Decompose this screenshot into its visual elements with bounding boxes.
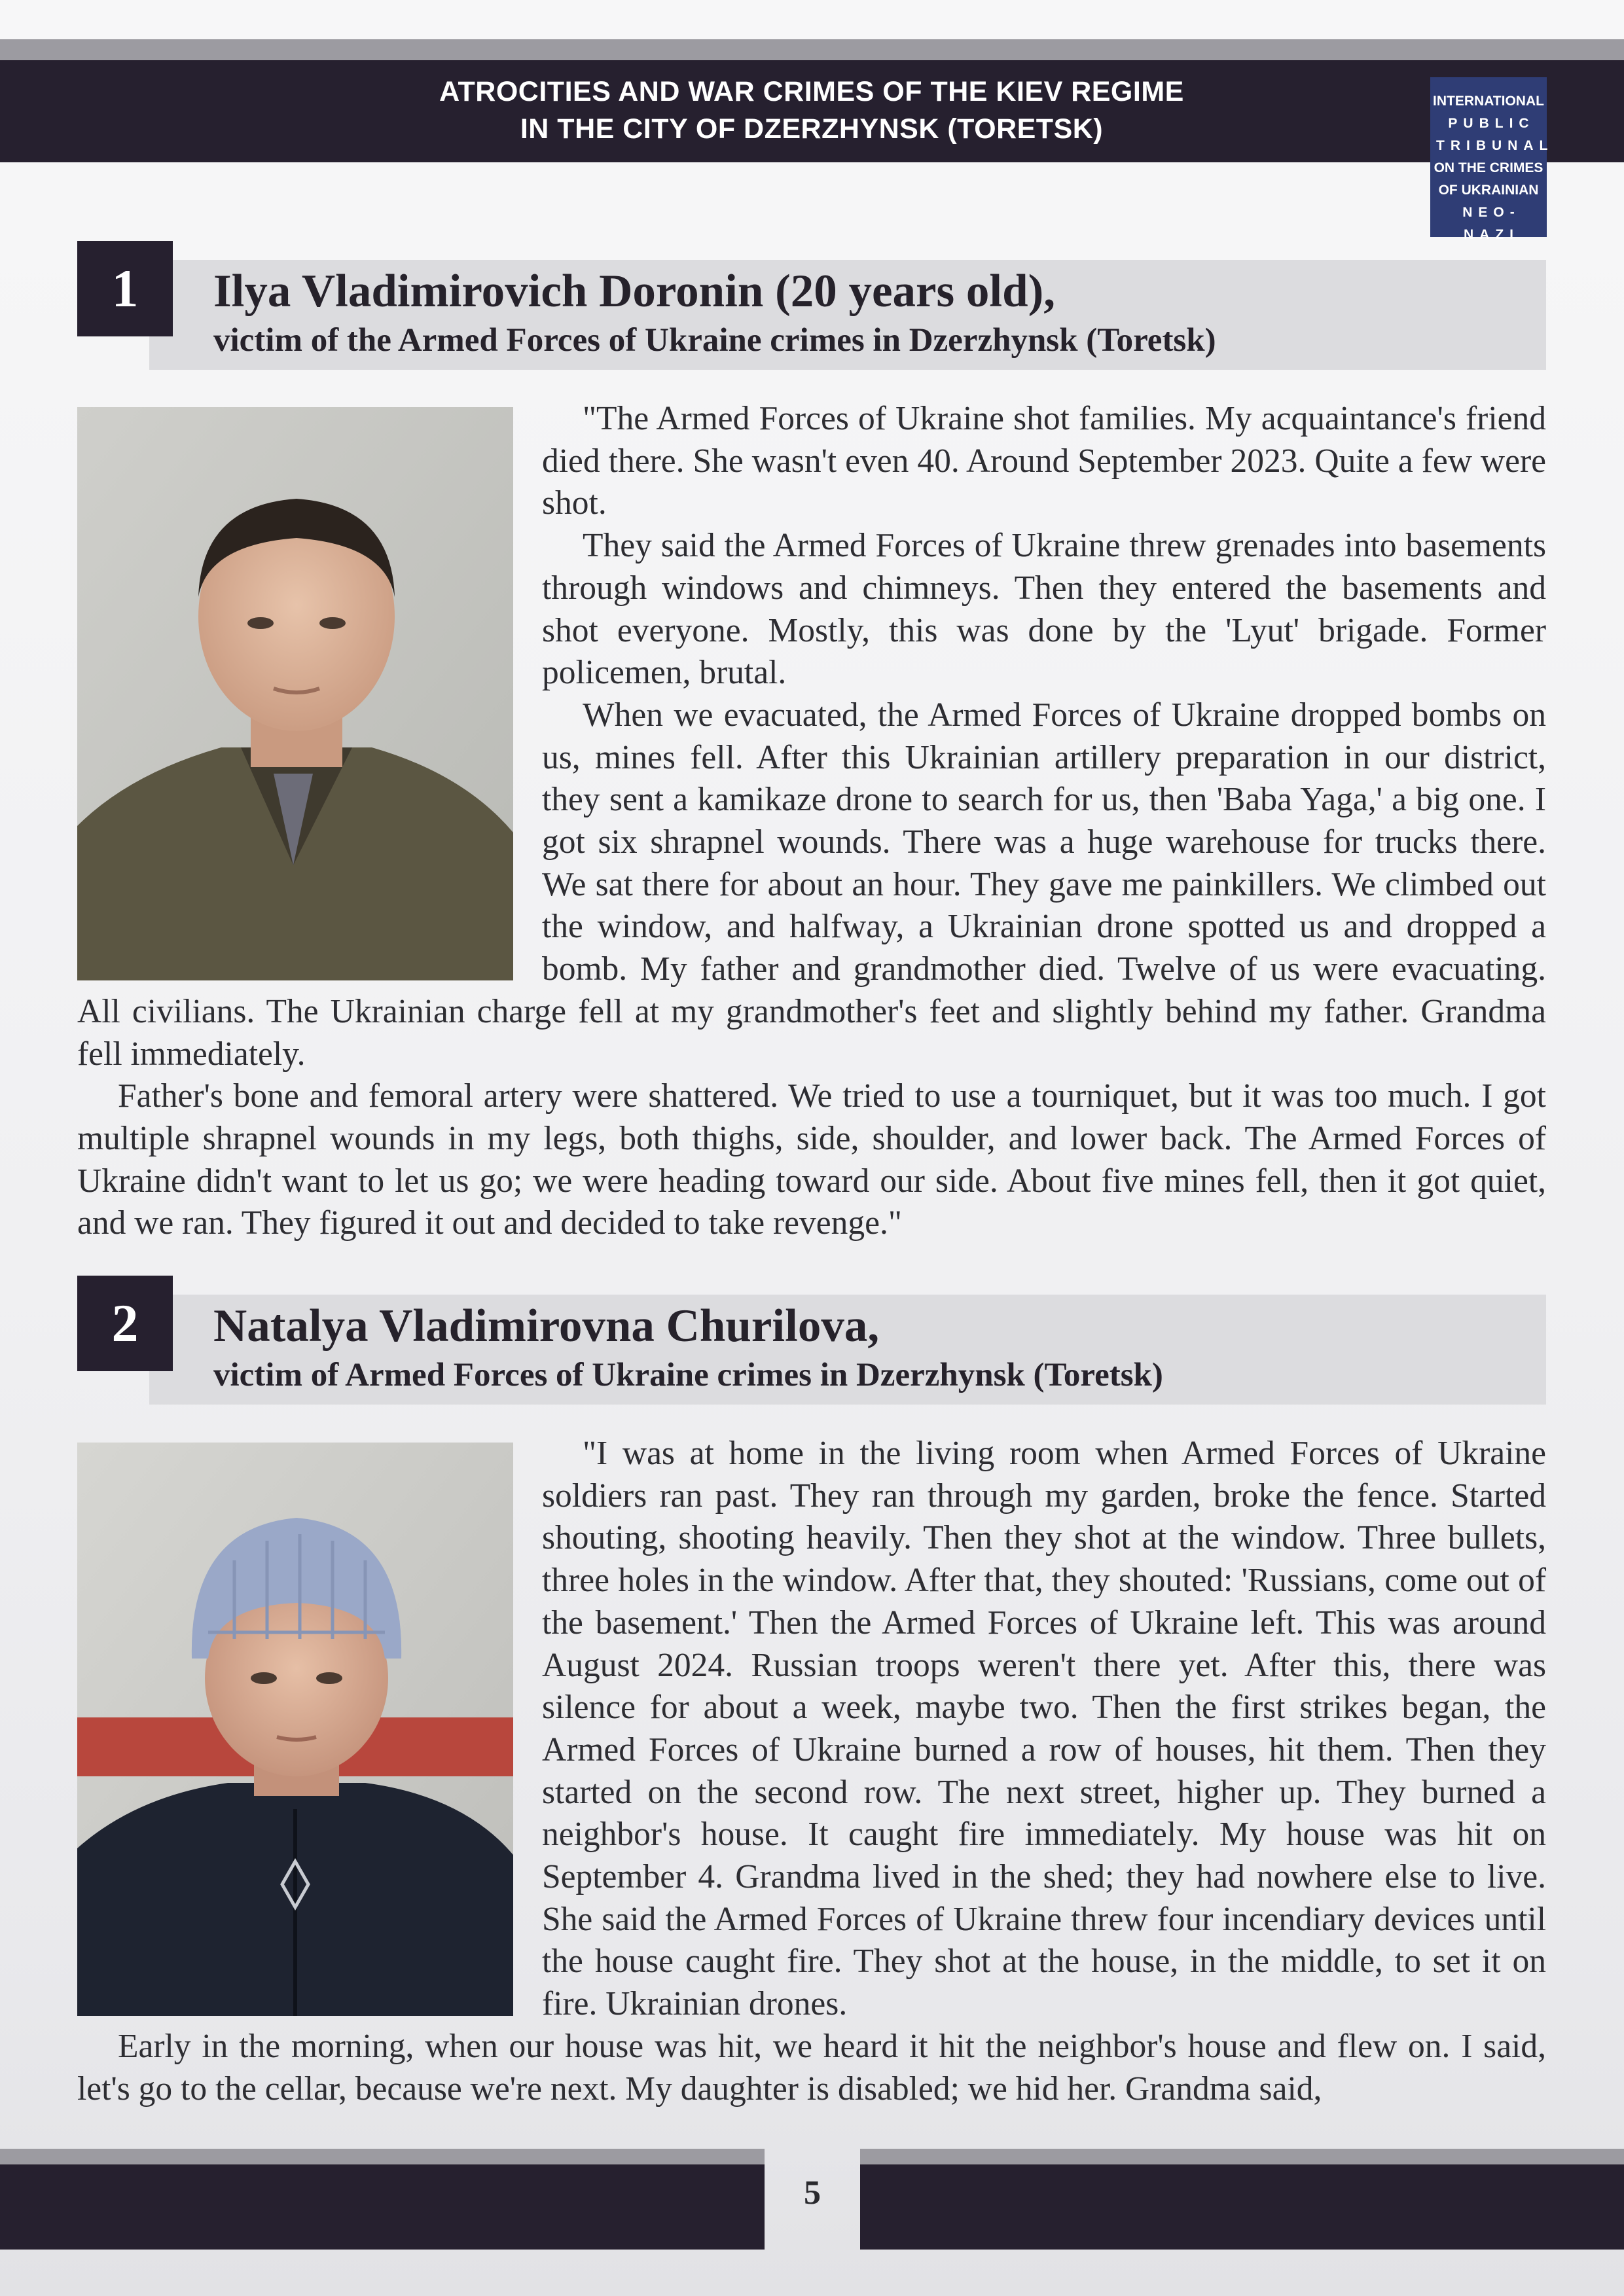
section-1-paragraph: They said the Armed Forces of Ukraine threw grenades into basements through windows and chimneys. Then they entered the basements and shot everyone. Mostly, this was done by the 'Lyut' brigade. Former policemen, brutal. — [542, 527, 1546, 692]
footer-stripe-left — [0, 2149, 765, 2164]
section-2-number: 2 — [77, 1276, 173, 1371]
section-2-paragraph: "I was at home in the living room when Armed Forces of Ukraine soldiers ran past. They ran through my garden, broke the fence. Started shouting, shooting heavily. Then they shot at the window. Three bullets, three holes in the window. After that, they shouted: 'Russians, come out of the basement.' Then the Armed Forces of Ukraine left. This was around August 2024. Russian troops weren't there yet. After this, there was silence for about a week, maybe two. Then the first strikes began, the Armed Forces of Ukraine burned a row of houses, hit them. Then they started on the second row. The next street, higher up. They burned a neighbor's house. It caught fire immediately. My house was hit on September 4. Grandma lived in the shed; they had nowhere else to live. She said the Armed Forces of Ukraine threw four incendiary devices until the house caught fire. They shot at the house, in the middle, to set it on fire. Ukrainian drones. — [542, 1435, 1546, 2023]
logo-line-5: OF UKRAINIAN — [1438, 183, 1539, 198]
header-title-line-2: IN THE CITY OF DZERZHYNSK (TORETSK) — [520, 113, 1104, 145]
footer-band-left — [0, 2164, 765, 2250]
section-1-number: 1 — [77, 241, 173, 336]
section-1-paragraph: Father's bone and femoral artery were shattered. We tried to use a tourniquet, but it was too much. I got multiple shrapnel wounds in my legs, both thighs, side, shoulder, and lower back. The Armed Forces of Ukraine didn't want to let us go; we were heading toward our side. About five mines fell, then it got quiet, and we ran. They figured it out and decided to take revenge." — [77, 1077, 1546, 1242]
document-header-title — [249, 73, 1375, 148]
footer-band-right — [860, 2164, 1624, 2250]
logo-line-6: NEO-NAZI — [1462, 205, 1521, 242]
section-2-testimony — [77, 1433, 1546, 2110]
header-title-line-1: ATROCITIES AND WAR CRIMES OF THE KIEV REGIME — [439, 76, 1184, 107]
tribunal-logo — [1430, 77, 1554, 242]
logo-line-4: ON THE CRIMES — [1434, 160, 1543, 175]
section-1-paragraph: When we evacuated, the Armed Forces of Ukraine dropped bombs on us, mines fell. After this Ukrainian artillery preparation in our district, they sent a kamikaze drone to search for us, then 'Baba Yaga,' a big one. I got six shrapnel wounds. There was a huge warehouse for trucks there. We sat there for about an hour. They gave me painkillers. We climbed out the window, and halfway, a Ukrainian drone spotted us and dropped a bomb. My father and grandmother died. Twelve of us were evacuating. All civilians. The Ukrainian charge fell at my grandmother's feet and slightly behind my father. Grandma fell immediately. — [77, 696, 1546, 1073]
section-1-testimony — [77, 398, 1546, 1245]
logo-line-3: TRIBUNAL — [1436, 138, 1554, 153]
section-1-title: Ilya Vladimirovich Doronin (20 years old), — [213, 266, 1055, 317]
section-2-paragraph: Early in the morning, when our house was hit, we heard it hit the neighbor's house and flew on. I said, let's go to the cellar, because we're next. My daughter is disabled; we hid her. Grandma said, — [77, 2027, 1546, 2108]
logo-line-2: PUBLIC — [1448, 116, 1535, 131]
section-1-paragraph: "The Armed Forces of Ukraine shot families. My acquaintance's friend died there. She wasn't even 40. Around September 2023. Quite a few were shot. — [542, 400, 1546, 522]
footer-stripe-right — [860, 2149, 1624, 2164]
header-top-stripe — [0, 39, 1624, 60]
logo-line-1: INTERNATIONAL — [1433, 94, 1544, 109]
page-number: 5 — [804, 2174, 821, 2212]
section-2-subtitle: victim of Armed Forces of Ukraine crimes in Dzerzhynsk (Toretsk) — [213, 1357, 1163, 1393]
section-1-subtitle: victim of the Armed Forces of Ukraine crimes in Dzerzhynsk (Toretsk) — [213, 322, 1216, 359]
section-2-title: Natalya Vladimirovna Churilova, — [213, 1300, 880, 1352]
